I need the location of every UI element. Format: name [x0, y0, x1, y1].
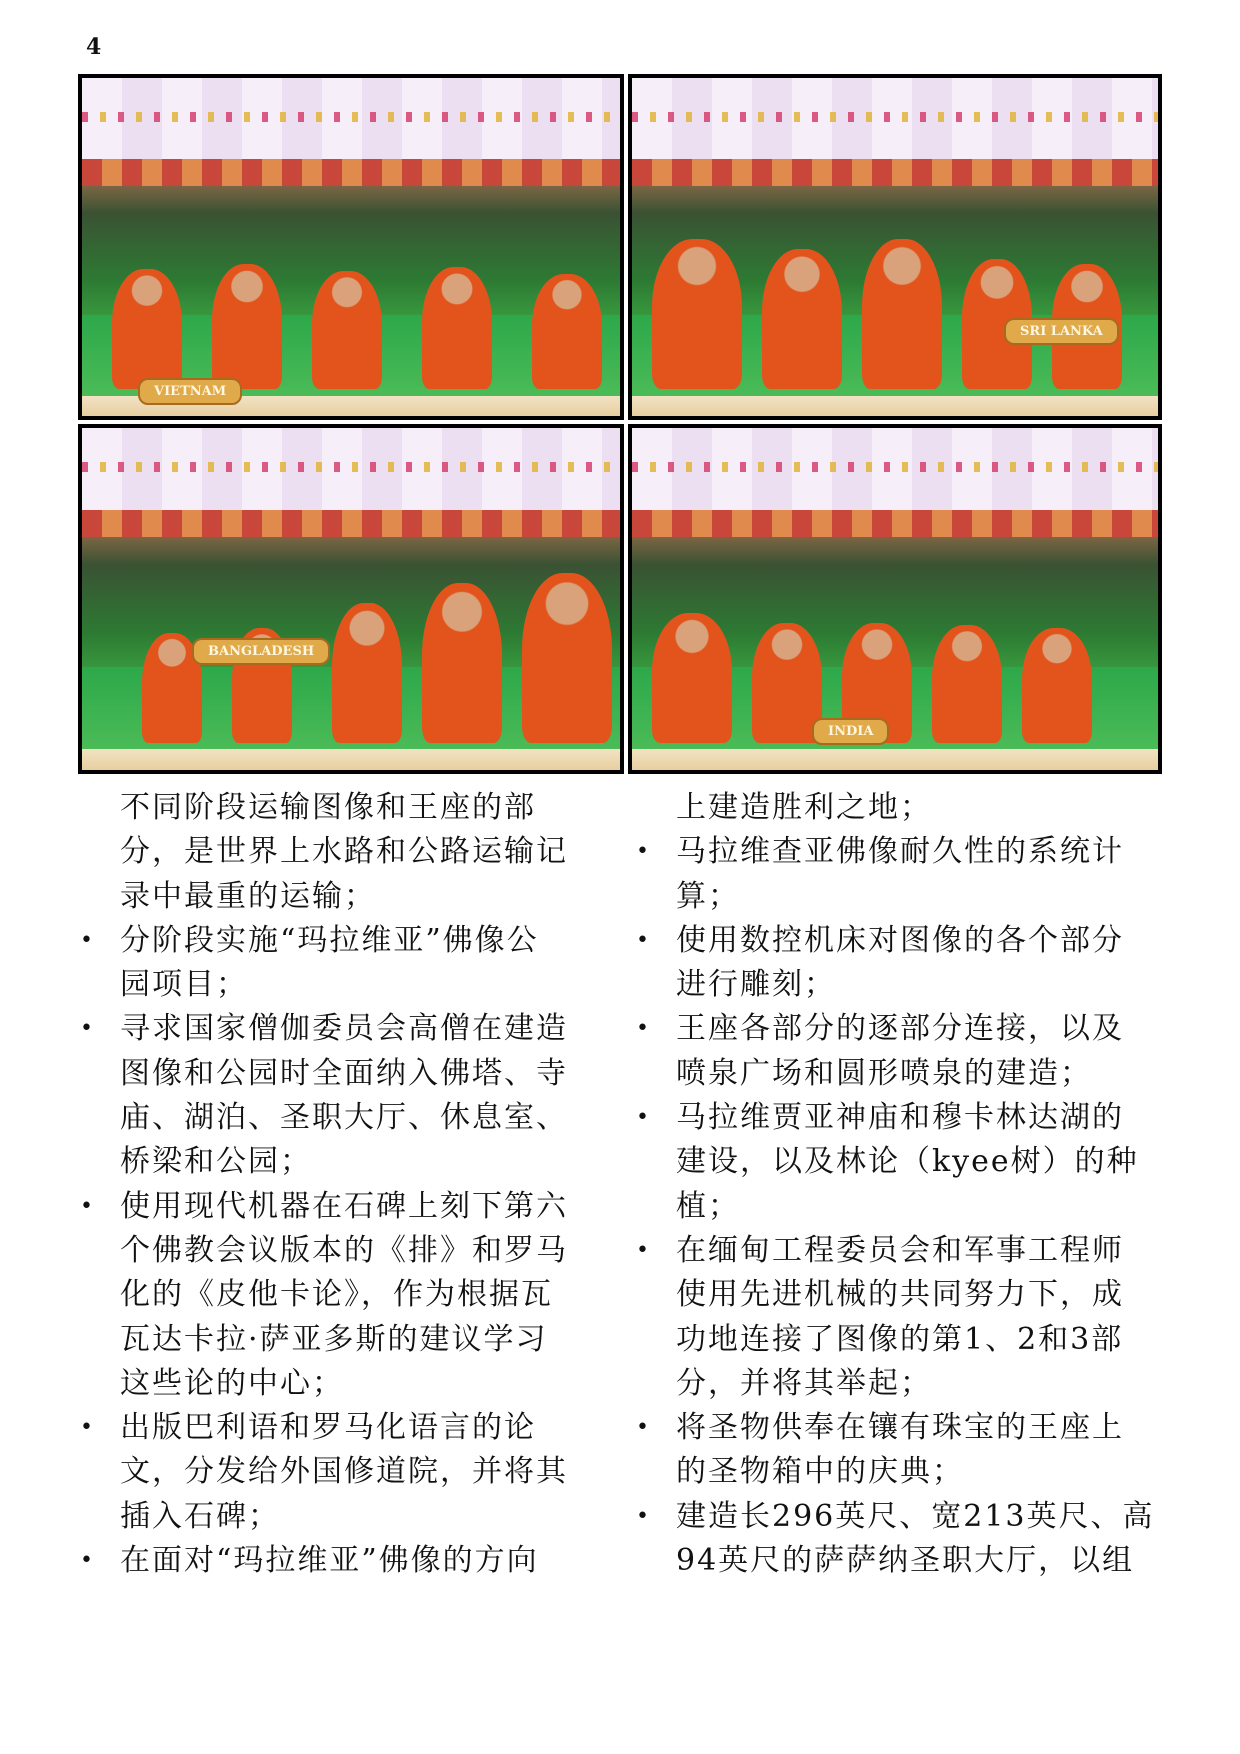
text-line: 算； [676, 878, 740, 914]
bullet-item-line: • 使用数控机床对图像的各个部分 [676, 919, 1156, 963]
monk-figure [212, 264, 282, 389]
bullet-item-line: • 马拉维贾亚神庙和穆卡林达湖的 [676, 1096, 1156, 1140]
text-line: 这些论的中心； [120, 1365, 344, 1401]
text-line: 94英尺的萨萨纳圣职大厅，以组 [676, 1543, 1135, 1579]
bullet-item-line: • 王座各部分的逐部分连接，以及 [676, 1007, 1156, 1051]
bullet-item-line: • 建造长296英尺、宽213英尺、高 [676, 1495, 1156, 1539]
text-line: 进行雕刻； [676, 967, 836, 1003]
text-line: 文，分发给外国修道院，并将其 [120, 1454, 568, 1490]
bullet-item-line: • 分阶段实施“玛拉维亚”佛像公 [120, 919, 600, 963]
photo-india-delegation [628, 424, 1162, 774]
monk-figure [422, 267, 492, 389]
text-line: 录中最重的运输； [120, 878, 376, 914]
bullet-item-line: • 在缅甸工程委员会和军事工程师 [676, 1229, 1156, 1273]
text-line: 建设，以及林论（kyee树）的种 [676, 1144, 1139, 1180]
country-sign: VIETNAM [138, 378, 242, 405]
text-line: 上建造胜利之地； [676, 790, 932, 825]
left-text-column [120, 786, 600, 1583]
monk-figure [762, 249, 842, 389]
monk-figure [422, 583, 502, 743]
bullet-item-line: • 使用现代机器在石碑上刻下第六 [120, 1185, 600, 1229]
bullet-item-line: • 马拉维查亚佛像耐久性的系统计 [676, 830, 1156, 874]
bullet-item-line: • 出版巴利语和罗马化语言的论 [120, 1406, 600, 1450]
text-line: 不同阶段运输图像和王座的部 [120, 790, 536, 825]
country-sign: INDIA [812, 718, 889, 745]
monk-figure [112, 269, 182, 389]
page-number: 4 [86, 34, 102, 60]
monk-figure [312, 271, 382, 389]
text-line: 园项目； [120, 967, 248, 1003]
text-line: 个佛教会议版本的《排》和罗马 [120, 1232, 568, 1268]
text-line: 喷泉广场和圆形喷泉的建造； [676, 1055, 1092, 1091]
text-line: 分，并将其举起； [676, 1365, 932, 1401]
text-line: 分，是世界上水路和公路运输记 [120, 834, 568, 870]
bullet-item-line: • 将圣物供奉在镶有珠宝的王座上 [676, 1406, 1156, 1450]
text-line: 化的《皮他卡论》，作为根据瓦 [120, 1277, 553, 1313]
text-line: 桥梁和公园； [120, 1144, 312, 1180]
text-line: 植； [676, 1188, 740, 1224]
text-line: 插入石碑； [120, 1498, 280, 1534]
photo-sri-lanka-delegation [628, 74, 1162, 420]
text-line: 的圣物箱中的庆典； [676, 1454, 964, 1490]
country-sign: BANGLADESH [192, 638, 330, 665]
bullet-item-line: • 寻求国家僧伽委员会高僧在建造 [120, 1007, 600, 1051]
monk-figure [652, 613, 732, 743]
monk-figure [652, 239, 742, 389]
text-line: 使用先进机械的共同努力下，成 [676, 1277, 1124, 1313]
monk-figure [862, 239, 942, 389]
monk-figure [332, 603, 402, 743]
text-line: 庙、湖泊、圣职大厅、休息室、 [120, 1100, 568, 1136]
bullet-item-line: • 在面对“玛拉维亚”佛像的方向 [120, 1539, 600, 1583]
monk-figure [932, 625, 1002, 743]
photo-grid [78, 74, 1162, 774]
text-line: 图像和公园时全面纳入佛塔、寺 [120, 1055, 568, 1091]
photo-vietnam-delegation [78, 74, 624, 420]
photo-bangladesh-delegation [78, 424, 624, 774]
monk-figure [532, 274, 602, 389]
monk-figure [1022, 628, 1092, 743]
text-line: 功地连接了图像的第1、2和3部 [676, 1321, 1124, 1357]
country-sign: SRI LANKA [1004, 318, 1119, 345]
text-line: 瓦达卡拉·萨亚多斯的建议学习 [120, 1321, 548, 1357]
right-text-column [676, 786, 1156, 1583]
monk-figure [522, 573, 612, 743]
